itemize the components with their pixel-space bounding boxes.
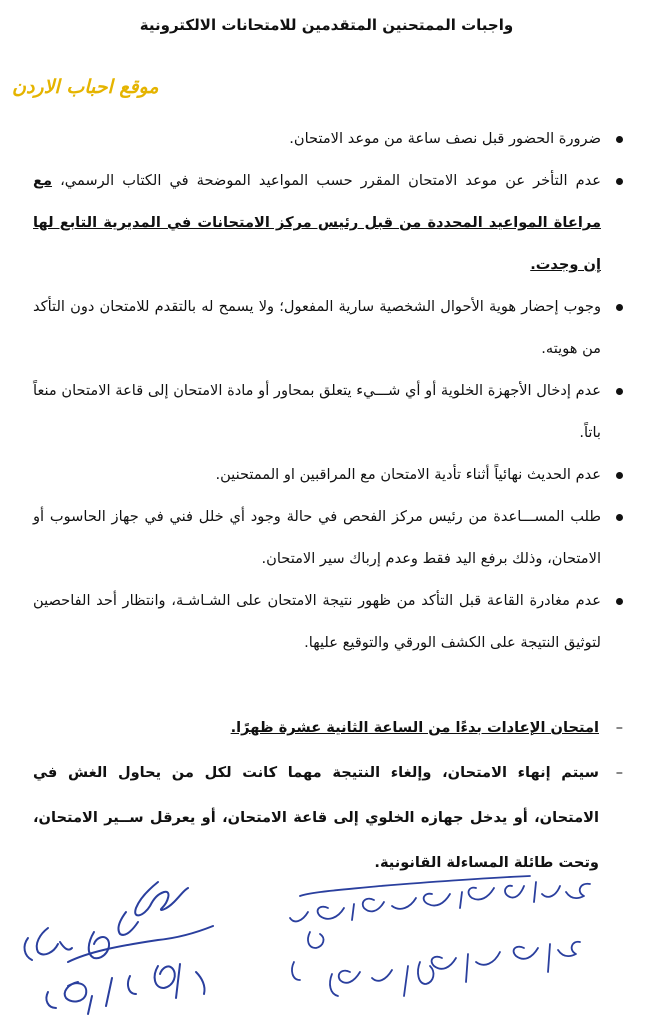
site-watermark: موقع احباب الاردن [12,76,159,98]
left-handwritten-signature [8,868,238,1018]
bullet-icon [616,598,623,605]
note-item: – سيتم إنهاء الامتحان، وإلغاء النتيجة مهما كانت لكل من يحاول الغش في الامتحان، أو يدخل جهازه الخلوي إلى قاعة الامتحان، أو يعرقل ســير الامتحان، وتحت طائلة المساءلة القانونية. [33,750,623,885]
bullet-icon [616,178,623,185]
bullet-icon [616,514,623,521]
document-title: واجبات الممتحنين المتقدمين للامتحانات الالكترونية [139,16,514,34]
rule-item: عدم الحديث نهائياً أثناء تأدية الامتحان مع المراقبين او الممتحنين. [33,454,623,496]
dash-icon: – [615,764,623,781]
rules-list [33,118,623,664]
rule-item: وجوب إحضار هوية الأحوال الشخصية سارية المفعول؛ ولا يسمح له بالتقدم للامتحان دون التأكد من هويته. [33,286,623,370]
rule-item: عدم مغادرة القاعة قبل التأكد من ظهور نتيجة الامتحان على الشـاشـة، وانتظار أحد الفاحصين لتوثيق النتيجة على الكشف الورقي والتوقيع عليها. [33,580,623,664]
bullet-icon [616,304,623,311]
bullet-icon [616,388,623,395]
right-handwritten-signature [280,872,610,1022]
note-item: – امتحان الإعادات بدءًا من الساعة الثانية عشرة ظهرًا. [33,705,623,750]
rule-item: طلب المســـاعدة من رئيس مركز الفحص في حالة وجود أي خلل فني في جهاز الحاسوب أو الامتحان، وذلك برفع اليد فقط وعدم إرباك سير الامتحان. [33,496,623,580]
dash-icon: – [615,719,623,736]
notes-list [33,705,623,885]
bullet-icon [616,472,623,479]
rule-item: ضرورة الحضور قبل نصف ساعة من موعد الامتحان. [33,118,623,160]
rule-item: عدم التأخر عن موعد الامتحان المقرر حسب المواعيد الموضحة في الكتاب الرسمي، مع مراعاة المواعيد المحددة من قبل رئيس مركز الامتحانات في المديرية التابع لها إن وجدت. [33,160,623,286]
bullet-icon [616,136,623,143]
rule-emphasis: مع مراعاة المواعيد المحددة من قبل رئيس مركز الامتحانات في المديرية التابع لها إن وجدت. [33,172,601,273]
rule-item: عدم إدخال الأجهزة الخلوية أو أي شـــيء يتعلق بمحاور أو مادة الامتحان إلى قاعة الامتحان منعاً باتاً. [33,370,623,454]
